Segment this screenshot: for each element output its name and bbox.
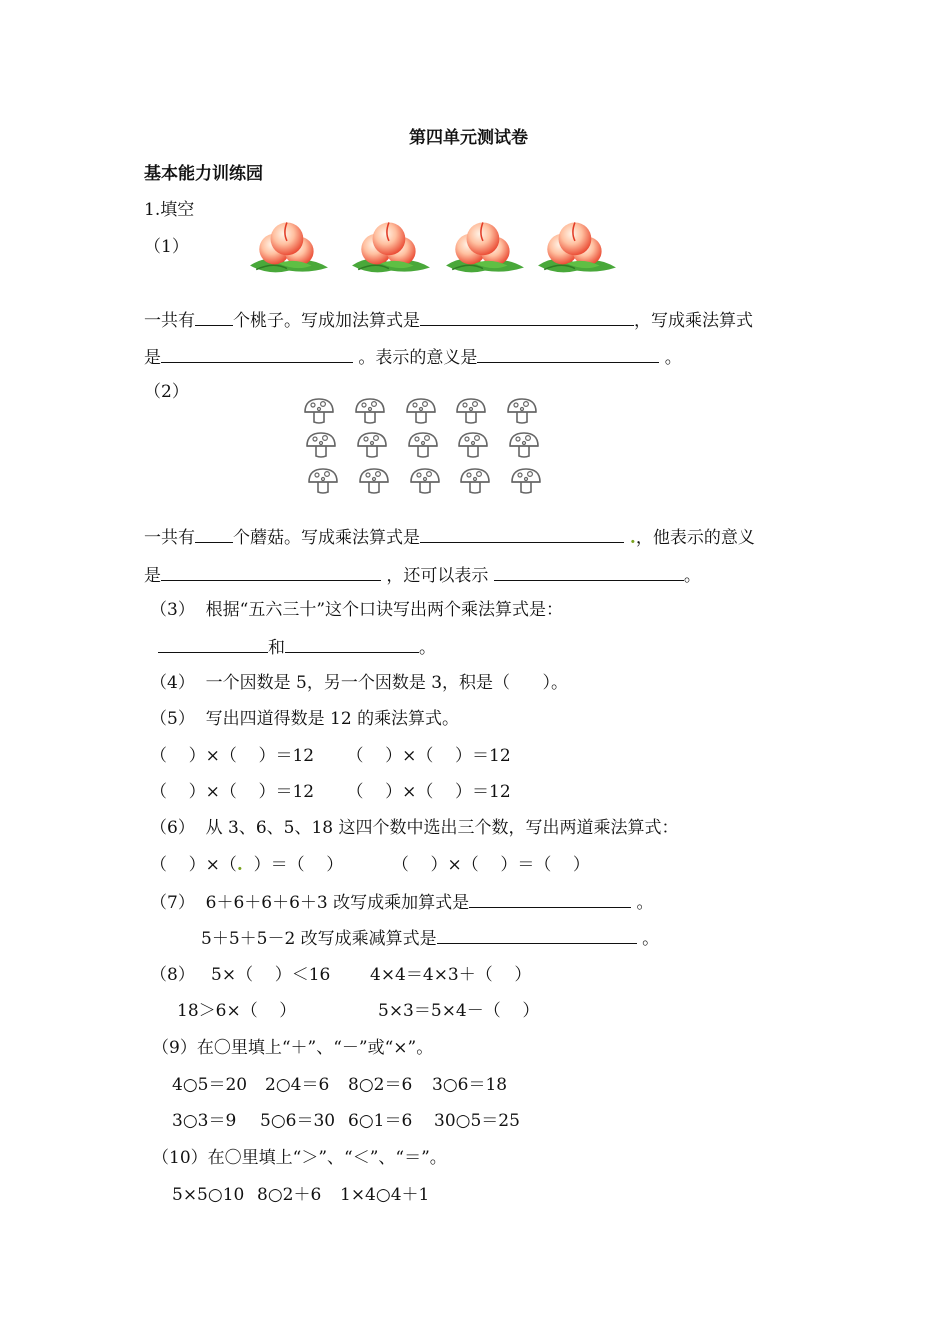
part-8-d[interactable]: 5×3＝5×4－（ ） <box>378 1001 540 1021</box>
blank-mushroom-multiplication[interactable] <box>420 526 624 543</box>
p10-item[interactable]: 1×4○4＋1 <box>340 1185 430 1205</box>
p9-item[interactable]: 3○3＝9 <box>172 1111 237 1131</box>
part-8-c[interactable]: 18＞6×（ ） <box>177 1001 297 1021</box>
part-6-text: （6） 从 3、6、5、18 这四个数中选出三个数，写出两道乘法算式： <box>150 818 679 838</box>
mushroom-icon <box>300 394 550 502</box>
blank-mushroom-alt[interactable] <box>494 564 684 581</box>
part-1-label: （1） <box>144 237 189 257</box>
blank-p7-a[interactable] <box>469 891 631 908</box>
part-5-row-1[interactable]: （ ）×（ ）＝12 （ ）×（ ）＝12 <box>150 746 511 766</box>
peach-images <box>248 214 628 284</box>
part-1-line-1: 一共有 个桃子。写成加法算式是 ，写成乘法算式 <box>144 311 753 331</box>
part-5-row-2[interactable]: （ ）×（ ）＝12 （ ）×（ ）＝12 <box>150 782 511 802</box>
mark-dot: . <box>236 855 243 875</box>
part-10-text: （10）在〇里填上“＞”、“＜”、“＝”。 <box>152 1148 447 1168</box>
part-4-text: （4） 一个因数是 5，另一个因数是 3，积是（ ）。 <box>150 673 568 693</box>
part-1-line-2: 是 。表示的意义是 。 <box>144 348 682 368</box>
p9-item[interactable]: 4○5＝20 <box>172 1075 248 1095</box>
p9-item[interactable]: 8○2＝6 <box>348 1075 413 1095</box>
mushroom-grid <box>300 394 550 506</box>
p10-item[interactable]: 8○2＋6 <box>257 1185 322 1205</box>
blank-p7-b[interactable] <box>437 927 637 944</box>
blank-peach-count[interactable] <box>195 309 233 326</box>
p9-item[interactable]: 5○6＝30 <box>260 1111 336 1131</box>
mark-dot: . <box>624 528 636 548</box>
blank-multiplication[interactable] <box>161 346 353 363</box>
blank-mushroom-meaning[interactable] <box>161 564 381 581</box>
part-7-line-1: （7） 6＋6＋6＋6＋3 改写成乘加算式是 。 <box>150 893 654 913</box>
part-8-b[interactable]: 4×4＝4×3＋（ ） <box>370 965 532 985</box>
p9-item[interactable]: 6○1＝6 <box>348 1111 413 1131</box>
part-2-label: （2） <box>144 382 189 402</box>
section-heading: 基本能力训练园 <box>144 164 263 184</box>
part-8-a[interactable]: （8） 5×（ ）＜16 <box>150 965 331 985</box>
p9-item[interactable]: 2○4＝6 <box>265 1075 330 1095</box>
part-9-text: （9）在〇里填上“＋”、“－”或“×”。 <box>152 1038 434 1058</box>
question-1-label: 1.填空 <box>144 200 195 220</box>
blank-meaning[interactable] <box>477 346 659 363</box>
part-2-line-2: 是 ，还可以表示 。 <box>144 566 701 586</box>
part-7-line-2: 5＋5＋5－2 改写成乘减算式是 。 <box>201 929 660 949</box>
blank-mushroom-count[interactable] <box>195 526 233 543</box>
part-2-line-1: 一共有 个蘑菇。写成乘法算式是 .，他表示的意义 <box>144 528 755 548</box>
part-3-answers: 和 。 <box>158 636 436 659</box>
part-6-row[interactable]: （ ）×（. ）＝（ ） （ ）×（ ）＝（ ） <box>150 855 590 875</box>
blank-p3-a[interactable] <box>158 636 268 653</box>
part-5-text: （5） 写出四道得数是 12 的乘法算式。 <box>150 709 460 729</box>
p9-item[interactable]: 30○5＝25 <box>434 1111 520 1131</box>
peach-group-icon <box>248 214 628 280</box>
blank-p3-b[interactable] <box>285 636 419 653</box>
p9-item[interactable]: 3○6＝18 <box>432 1075 508 1095</box>
page-title: 第四单元测试卷 <box>409 128 528 148</box>
part-3-text: （3） 根据“五六三十”这个口诀写出两个乘法算式是： <box>150 600 564 620</box>
blank-addition[interactable] <box>420 309 634 326</box>
p10-item[interactable]: 5×5○10 <box>172 1185 245 1205</box>
